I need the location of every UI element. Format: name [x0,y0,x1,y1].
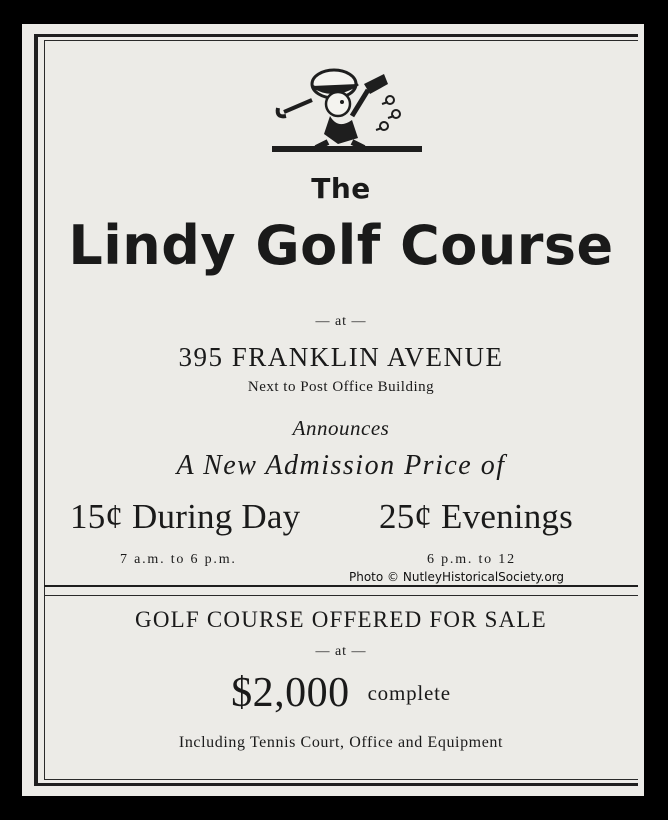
hours-day: 7 a.m. to 6 p.m. [120,552,237,567]
sale-heading: GOLF COURSE OFFERED FOR SALE [135,607,547,632]
section-divider [44,585,638,596]
sale-at-separator: — at — [315,644,367,659]
sale-complete-label: complete [367,680,451,705]
price-day: 15¢ During Day [70,497,301,536]
new-price-heading: A New Admission Price of [176,450,506,481]
hours-evening: 6 p.m. to 12 [427,552,516,567]
sale-price: $2,000 [231,670,350,716]
golfer-mascot-icon [272,60,422,160]
announces-label: Announces [292,416,390,440]
at-separator: — at — [315,314,367,329]
sale-includes: Including Tennis Court, Office and Equipment [178,734,504,751]
photo-credit: Photo © NutleyHistoricalSociety.org [349,570,565,584]
sale-price-line [44,669,638,717]
price-evening: 25¢ Evenings [379,497,573,536]
address: 395 FRANKLIN AVENUE [178,342,504,372]
newspaper-ad [22,24,644,796]
location-note: Next to Post Office Building [247,379,435,395]
page-title: Lindy Golf Course [68,214,614,277]
title-the: The [311,172,371,205]
